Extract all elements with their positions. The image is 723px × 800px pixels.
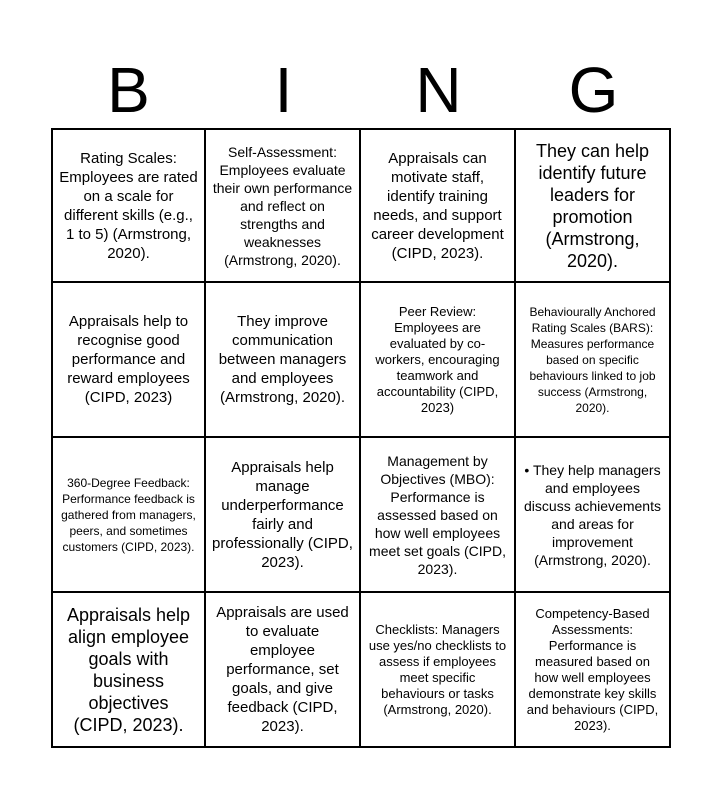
grid-row — [53, 593, 671, 748]
bingo-cell[interactable] — [516, 130, 671, 283]
cell-text: Management by Objectives (MBO): Performance is assessed based on how well employees meet set goals (CIPD, 2023). — [369, 452, 506, 577]
bingo-cell[interactable] — [361, 130, 516, 283]
cell-text: They improve communication between managers and employees (Armstrong, 2020). — [218, 313, 347, 406]
header-letter-b: B — [107, 54, 150, 126]
cell-text: Appraisals can motivate staff, identify training needs, and support career development (CIPD, 2023). — [371, 149, 504, 262]
bingo-cell[interactable] — [206, 283, 361, 438]
bingo-cell[interactable] — [516, 593, 671, 748]
cell-text: Appraisals help to recognise good performance and reward employees (CIPD, 2023) — [67, 313, 190, 406]
bingo-cell[interactable] — [516, 438, 671, 593]
cell-text: Rating Scales: Employees are rated on a scale for different skills (e.g., 1 to 5) (Armstrong, 2020). — [59, 149, 198, 262]
cell-text: 360-Degree Feedback: Performance feedback is gathered from managers, peers, and sometimes customers (CIPD, 2023). — [61, 475, 196, 554]
bingo-cell[interactable] — [53, 593, 206, 748]
cell-text: Competency-Based Assessments: Performance is measured based on how well employees demonstrate key skills and behaviours (CIPD, 2023). — [526, 605, 659, 733]
bingo-header — [51, 52, 671, 128]
header-letter-n: N — [415, 54, 462, 126]
cell-text: Checklists: Managers use yes/no checklists to assess if employees meet specific behaviours or tasks (Armstrong, 2020). — [368, 621, 507, 717]
cell-text: Appraisals are used to evaluate employee performance, set goals, and give feedback (CIPD, 2023). — [216, 604, 349, 735]
header-letter-g: G — [568, 54, 619, 126]
cell-text: Self-Assessment: Employees evaluate their own performance and reflect on strengths and weaknesses (Armstrong, 2020). — [212, 143, 353, 268]
grid-row — [53, 130, 671, 283]
bingo-cell[interactable] — [361, 283, 516, 438]
grid-row — [53, 438, 671, 593]
header-letter-i: I — [274, 54, 293, 126]
bingo-cell[interactable] — [53, 283, 206, 438]
cell-text: Behaviourally Anchored Rating Scales (BARS): Measures performance based on specific behaviours linked to job success (Armstrong, 2020). — [529, 304, 656, 415]
cell-text: Appraisals help manage underperformance fairly and professionally (CIPD, 2023). — [212, 458, 353, 571]
bingo-cell[interactable] — [206, 593, 361, 748]
bingo-grid — [51, 128, 671, 748]
bingo-cell[interactable] — [206, 438, 361, 593]
cell-text: They can help identify future leaders for promotion (Armstrong, 2020). — [535, 140, 650, 271]
cell-text: Peer Review: Employees are evaluated by co-workers, encouraging teamwork and accountability (CIPD, 2023) — [375, 303, 500, 415]
bingo-cell[interactable] — [206, 130, 361, 283]
bingo-cell[interactable] — [361, 438, 516, 593]
grid-row — [53, 283, 671, 438]
bingo-cell[interactable] — [516, 283, 671, 438]
bingo-cell[interactable] — [53, 130, 206, 283]
bingo-cell[interactable] — [361, 593, 516, 748]
cell-text: Appraisals help align employee goals with business objectives (CIPD, 2023). — [66, 604, 191, 735]
cell-text: • They help managers and employees discuss achievements and areas for improvement (Armstrong, 2020). — [524, 461, 661, 568]
bingo-cell[interactable] — [53, 438, 206, 593]
